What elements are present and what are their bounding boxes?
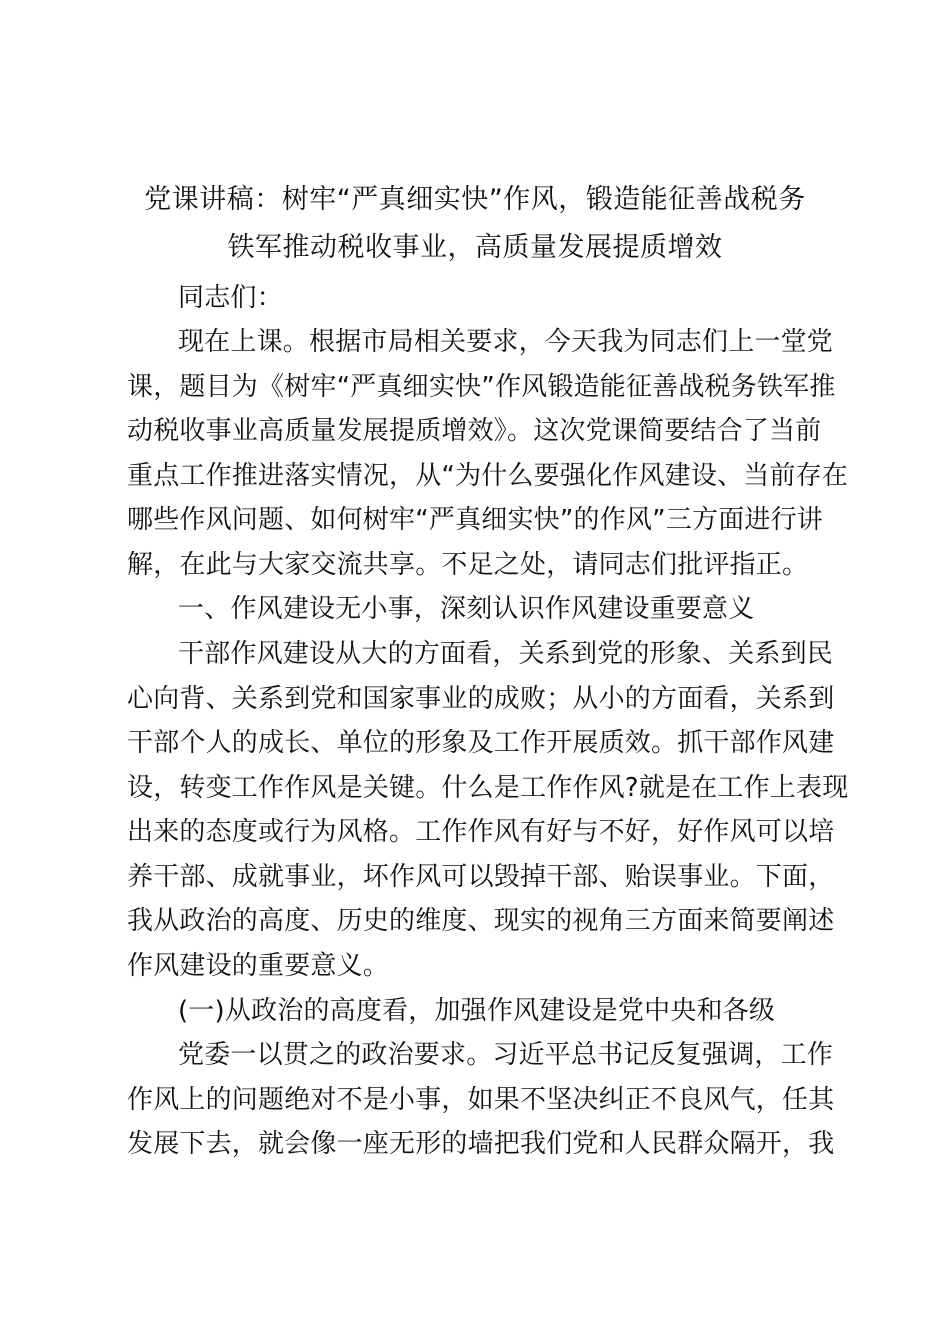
paragraph-line: 出来的态度或行为风格。工作作风有好与不好，好作风可以培 bbox=[127, 817, 835, 847]
paragraph-line: 现在上课。根据市局相关要求，今天我为同志们上一堂党 bbox=[178, 327, 834, 357]
paragraph-line: 解，在此与大家交流共享。不足之处，请同志们批评指正。 bbox=[127, 550, 809, 580]
paragraph-line: 设，转变工作作风是关键。什么是工作作风?就是在工作上表现 bbox=[127, 773, 849, 803]
paragraph-line: 干部作风建设从大的方面看，关系到党的形象、关系到民 bbox=[178, 639, 834, 669]
paragraph-line: 作风上的问题绝对不是小事，如果不坚决纠正不良风气，任其 bbox=[127, 1085, 835, 1115]
paragraph-line: 课，题目为《树牢“严真细实快”作风锻造能征善战税务铁军推 bbox=[127, 372, 836, 402]
paragraph-line: 心向背、关系到党和国家事业的成败；从小的方面看，关系到 bbox=[127, 684, 835, 714]
section-heading: 一、作风建设无小事，深刻认识作风建设重要意义 bbox=[178, 594, 755, 624]
paragraph-line: 发展下去，就会像一座无形的墙把我们党和人民群众隔开，我 bbox=[127, 1129, 835, 1159]
paragraph-line: 党委一以贯之的政治要求。习近平总书记反复强调，工作 bbox=[178, 1040, 834, 1070]
paragraph-line: 哪些作风问题、如何树牢“严真细实快”的作风”三方面进行讲 bbox=[127, 505, 824, 535]
paragraph-line: 我从政治的高度、历史的维度、现实的视角三方面来简要阐述 bbox=[127, 906, 835, 936]
paragraph-line: 重点工作推进落实情况，从“为什么要强化作风建设、当前存在 bbox=[127, 461, 849, 491]
paragraph-line: 养干部、成就事业，坏作风可以毁掉干部、贻误事业。下面， bbox=[127, 862, 835, 892]
salutation: 同志们： bbox=[178, 283, 283, 313]
title-line-2: 铁军推动税收事业，高质量发展提质增效 bbox=[227, 232, 723, 263]
paragraph-line: 作风建设的重要意义。 bbox=[127, 951, 390, 981]
subsection-heading: (一)从政治的高度看，加强作风建设是党中央和各级 bbox=[178, 996, 776, 1026]
paragraph-line: 动税收事业高质量发展提质增效》。这次党课简要结合了当前 bbox=[127, 416, 822, 446]
title-line-1: 党课讲稿：树牢“严真细实快”作风，锻造能征善战税务 bbox=[144, 184, 806, 215]
paragraph-line: 干部个人的成长、单位的形象及工作开展质效。抓干部作风建 bbox=[127, 728, 835, 758]
